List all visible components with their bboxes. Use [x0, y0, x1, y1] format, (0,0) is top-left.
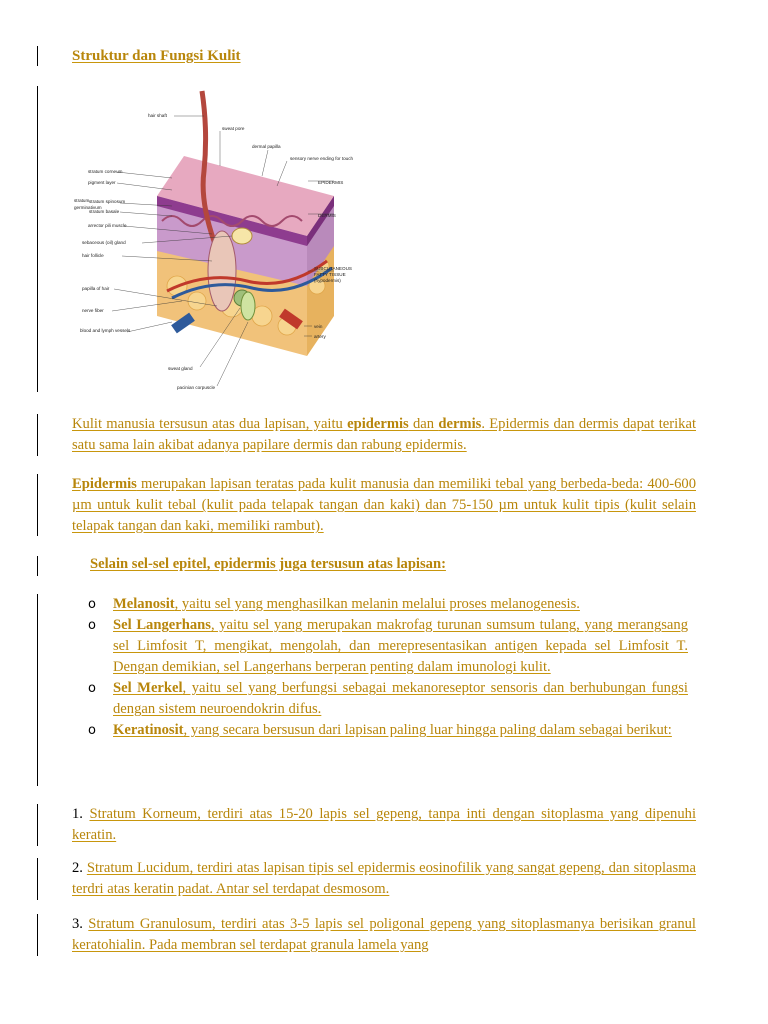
revision-bar	[37, 858, 38, 900]
label-pacinian: pacinian corpuscle	[177, 385, 216, 390]
label-dermis: DERMIS	[318, 213, 336, 218]
list-item	[88, 720, 688, 741]
p1-bold-dermis: dermis	[438, 416, 482, 432]
p2-text: merupakan lapisan teratas pada kulit manusia dan memiliki tebal yang berbeda-beda: 400-600 µm untuk kulit tebal (kulit pada telapak tangan dan kaki) dan 75-150 µm untuk kulit tipis (kulit selain telapak tangan dan kaki, memiliki rambut).	[72, 476, 696, 534]
list-item	[88, 615, 688, 678]
p1-text-2: dan	[408, 416, 439, 432]
revision-bar	[37, 914, 38, 956]
bullet-term: Melanosit	[113, 596, 175, 612]
label-vein: vein	[314, 324, 323, 329]
revision-bar	[37, 594, 38, 786]
page-title: Struktur dan Fungsi Kulit	[72, 48, 241, 64]
label-subcutaneous: SUBCUTANEOUS	[314, 266, 352, 271]
subheading: Selain sel-sel epitel, epidermis juga tersusun atas lapisan:	[90, 556, 446, 572]
revision-bar	[37, 474, 38, 536]
label-stratum-spinosum: stratum spinosum	[89, 199, 126, 204]
item-number: 2.	[72, 860, 87, 876]
label-germinativum: germinativum	[74, 205, 102, 210]
skin-diagram	[72, 86, 368, 392]
p1-bold-epidermis: epidermis	[347, 416, 409, 432]
revision-bar	[37, 86, 38, 392]
list-item	[88, 594, 688, 615]
label-nerve-fiber: nerve fiber	[82, 308, 104, 313]
label-papilla-hair: papilla of hair	[82, 286, 110, 291]
revision-bar	[37, 414, 38, 456]
bullet-marker: o	[88, 618, 96, 633]
label-hair-follicle: hair follicle	[82, 253, 104, 258]
item-number: 3.	[72, 916, 89, 932]
revision-bar	[37, 46, 38, 66]
label-hypodermis: (hypodermis)	[314, 278, 341, 283]
list-item	[88, 678, 688, 720]
label-epidermis: EPIDERMIS	[318, 180, 344, 185]
p1-text-3: . Epidermis dan dermis dapat terikat satu sama lain akibat adanya papilare dermis dan rabung epidermis.	[72, 416, 696, 453]
label-sensory-nerve: sensory nerve ending for touch	[290, 156, 354, 161]
bullet-text: , yaitu sel yang menghasilkan melanin melalui proses melanogenesis.	[174, 596, 580, 612]
label-stratum-corneum: stratum corneum	[88, 169, 123, 174]
label-stratum: stratum	[74, 198, 90, 203]
label-pigment-layer: pigment layer	[88, 180, 116, 185]
label-artery: artery	[314, 334, 326, 339]
paragraph-epidermis	[72, 474, 696, 537]
item-text: Stratum Lucidum, terdiri atas lapisan tipis sel epidermis eosinofilik yang sangat gepeng, dan sitoplasma terdri atas keratin padat. Antar sel terdapat desmosom.	[72, 860, 696, 897]
label-blood-vessels: blood and lymph vessels	[80, 328, 131, 333]
bullet-marker: o	[88, 723, 96, 738]
item-text: Stratum Granulosum, terdiri atas 3-5 lapis sel poligonal gepeng yang sitoplasmanya berisikan granul keratohialin. Pada membran sel terdapat granula lamela yang	[72, 916, 696, 953]
p2-bold-epidermis: Epidermis	[72, 476, 137, 492]
label-stratum-basale: stratum basale	[89, 209, 120, 214]
label-hair-shaft: hair shaft	[148, 113, 167, 118]
item-number: 1.	[72, 806, 90, 822]
bullet-marker: o	[88, 597, 96, 612]
cell-list	[88, 594, 688, 741]
bullet-marker: o	[88, 681, 96, 696]
item-text: Stratum Korneum, terdiri atas 15-20 lapis sel gepeng, tanpa inti dengan sitoplasma yang dipenuhi keratin.	[72, 806, 697, 843]
bullet-term: Sel Langerhans	[113, 617, 211, 633]
numbered-item-1	[72, 804, 696, 846]
label-sebaceous: sebaceous (oil) gland	[82, 240, 126, 245]
paragraph-layers	[72, 414, 696, 456]
label-arrector: arrector pili muscle	[88, 223, 127, 228]
numbered-item-3	[72, 914, 696, 956]
numbered-item-2	[72, 858, 696, 900]
p1-text-1: Kulit manusia tersusun atas dua lapisan, yaitu	[72, 416, 348, 432]
label-sweat-pore: sweat pore	[222, 126, 245, 131]
bullet-text: , yang secara bersusun dari lapisan paling luar hingga paling dalam sebagai berikut:	[183, 722, 672, 738]
bullet-text: , yaitu sel yang merupakan makrofag turunan sumsum tulang, yang merangsang sel Limfosit T, mengikat, mengolah, dan merepresentasikan antigen kepada sel Limfosit T. Dengan demikian, sel Langerhans berperan penting dalam imunologi kulit.	[113, 617, 689, 675]
revision-bar	[37, 804, 38, 846]
label-fatty-tissue: FATTY TISSUE	[314, 272, 346, 277]
label-sweat-gland: sweat gland	[168, 366, 193, 371]
revision-bar	[37, 556, 38, 576]
bullet-term: Keratinosit	[113, 722, 184, 738]
bullet-text: , yaitu sel yang berfungsi sebagai mekanoreseptor sensoris dan berhubungan fungsi dengan sistem neuroendokrin difus.	[113, 680, 688, 717]
label-dermal-papilla: dermal papilla	[252, 144, 281, 149]
bullet-term: Sel Merkel	[113, 680, 183, 696]
